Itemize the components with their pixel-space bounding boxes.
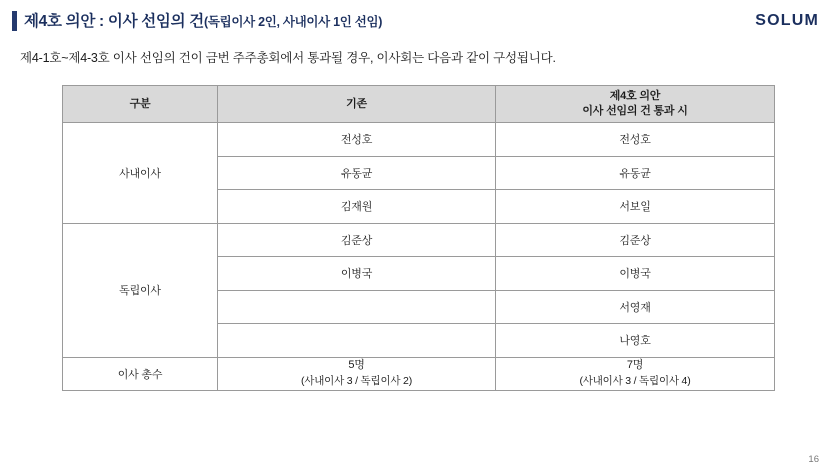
total-proposed [496,357,775,391]
group-label-independent-directors: 독립이사 [63,223,218,357]
total-proposed-breakdown: (사내이사 3 / 독립이사 4) [579,375,691,388]
group-label-inside-directors: 사내이사 [63,123,218,224]
table-row-total [63,357,775,391]
total-proposed-count: 7명 [626,359,644,372]
cell-proposed: 김준상 [496,223,775,257]
table-row [63,223,775,257]
cell-existing: 전성호 [218,123,496,157]
total-label: 이사 총수 [63,357,218,391]
cell-existing [218,324,496,358]
page-title [24,9,382,31]
cell-proposed: 서영재 [496,290,775,324]
total-existing-count: 5명 [348,359,365,372]
cell-existing: 유동균 [218,156,496,190]
page-title-sub: (독립이사 2인, 사내이사 1인 선임) [203,15,383,29]
cell-proposed: 서보일 [496,190,775,224]
header-existing: 기존 [218,86,496,123]
cell-existing [218,290,496,324]
page-number: 16 [808,454,819,465]
board-composition-table-wrapper [62,85,774,391]
cell-proposed: 나영호 [496,324,775,358]
header-proposed-line1: 제4호 의안 [609,89,661,102]
cell-existing: 김재원 [218,190,496,224]
solum-logo: SOLUM [755,12,819,29]
total-existing [218,357,496,391]
title-accent-bar [12,11,17,31]
total-existing-breakdown: (사내이사 3 / 독립이사 2) [300,375,412,388]
header-proposed-line2: 이사 선임의 건 통과 시 [582,105,688,117]
page-title-main: 제4호 의안 : 이사 선임의 건 [24,13,204,30]
header-proposed [496,86,775,123]
board-composition-table [62,85,775,391]
table-row [63,123,775,157]
header-category: 구분 [63,86,218,123]
cell-existing: 김준상 [218,223,496,257]
cell-existing: 이병국 [218,257,496,291]
table-header-row [63,86,775,123]
lead-paragraph: 제4-1호~제4-3호 이사 선임의 건이 금번 주주총회에서 통과될 경우, 이사회는 다음과 같이 구성됩니다. [20,51,556,65]
cell-proposed: 유동균 [496,156,775,190]
cell-proposed: 전성호 [496,123,775,157]
slide-header [0,0,835,42]
cell-proposed: 이병국 [496,257,775,291]
